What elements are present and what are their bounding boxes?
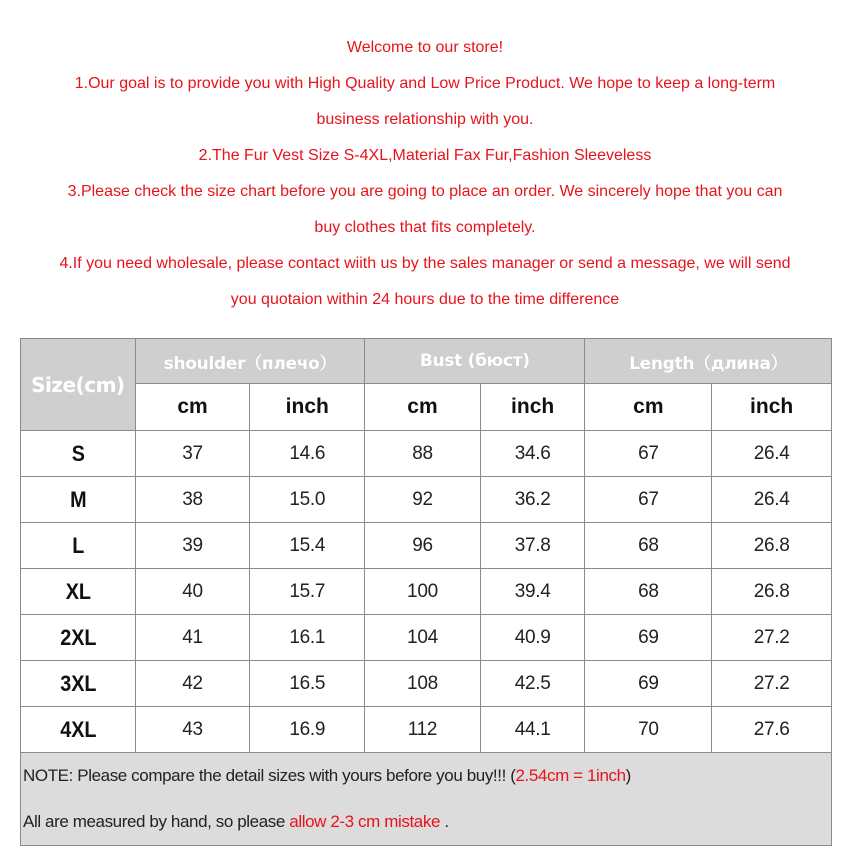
size-label: 2XL <box>26 615 129 661</box>
table-cell: 96 <box>365 523 481 569</box>
length-group-header: Length（длина） <box>585 339 832 384</box>
table-cell: 100 <box>365 569 481 615</box>
table-cell: 69 <box>585 615 712 661</box>
table-cell: 27.6 <box>712 707 832 753</box>
table-cell: 26.8 <box>712 523 832 569</box>
table-cell: 40 <box>135 569 250 615</box>
unit-header-bust-inch: inch <box>480 384 585 431</box>
table-row <box>21 431 832 477</box>
size-label: S <box>26 431 129 477</box>
unit-header-length-cm: cm <box>585 384 712 431</box>
table-cell: 108 <box>365 661 481 707</box>
intro-line-4a: 4.If you need wholesale, please contact wiith us by the sales manager or send a message, we will send <box>59 255 791 272</box>
table-cell: 15.0 <box>250 477 365 523</box>
intro-text <box>0 30 850 318</box>
unit-header-length-inch: inch <box>712 384 832 431</box>
table-cell: 15.4 <box>250 523 365 569</box>
intro-line-3a: 3.Please check the size chart before you are going to place an order. We sincerely hope that you can <box>67 183 783 200</box>
table-row <box>21 661 832 707</box>
conversion-highlight: 2.54cm = 1inch <box>515 766 626 785</box>
note-text: NOTE: Please compare the detail sizes with yours before you buy!!! ( <box>23 766 516 785</box>
intro-line-2: 2.The Fur Vest Size S-4XL,Material Fax Fur,Fashion Sleeveless <box>198 147 652 164</box>
intro-line-3b: buy clothes that fits completely. <box>314 219 536 236</box>
unit-header-shoulder-cm: cm <box>135 384 250 431</box>
table-cell: 26.4 <box>712 431 832 477</box>
intro-line-4b: you quotaion within 24 hours due to the time difference <box>230 291 620 308</box>
table-cell: 40.9 <box>480 615 585 661</box>
table-cell: 68 <box>585 523 712 569</box>
table-cell: 67 <box>585 431 712 477</box>
table-cell: 16.5 <box>250 661 365 707</box>
size-chart-table <box>20 338 832 846</box>
note-line-conversion <box>23 753 831 799</box>
table-cell: 34.6 <box>480 431 585 477</box>
mistake-highlight: allow 2-3 cm mistake <box>289 812 440 831</box>
intro-line-1b: business relationship with you. <box>316 111 534 128</box>
size-column-header: Size(cm) <box>21 339 136 431</box>
table-cell: 42.5 <box>480 661 585 707</box>
table-cell: 37 <box>135 431 250 477</box>
intro-line-1a: 1.Our goal is to provide you with High Quality and Low Price Product. We hope to keep a long-term <box>74 75 776 92</box>
unit-header-bust-cm: cm <box>365 384 481 431</box>
table-cell: 88 <box>365 431 481 477</box>
table-cell: 36.2 <box>480 477 585 523</box>
table-row <box>21 707 832 753</box>
size-label: M <box>26 477 129 523</box>
table-cell: 26.8 <box>712 569 832 615</box>
size-label: XL <box>26 569 129 615</box>
table-cell: 27.2 <box>712 615 832 661</box>
table-cell: 15.7 <box>250 569 365 615</box>
table-cell: 38 <box>135 477 250 523</box>
size-label: L <box>26 523 129 569</box>
table-cell: 27.2 <box>712 661 832 707</box>
note-line-measurement <box>23 799 831 845</box>
table-cell: 41 <box>135 615 250 661</box>
table-row <box>21 523 832 569</box>
note-panel <box>21 753 832 846</box>
unit-header-shoulder-inch: inch <box>250 384 365 431</box>
table-row <box>21 477 832 523</box>
table-cell: 37.8 <box>480 523 585 569</box>
table-cell: 26.4 <box>712 477 832 523</box>
table-cell: 92 <box>365 477 481 523</box>
size-label: 3XL <box>26 661 129 707</box>
table-cell: 39.4 <box>480 569 585 615</box>
welcome-line: Welcome to our store! <box>346 39 504 56</box>
table-cell: 68 <box>585 569 712 615</box>
table-cell: 112 <box>365 707 481 753</box>
note-text-end: . <box>440 812 449 831</box>
size-label: 4XL <box>26 707 129 753</box>
table-cell: 104 <box>365 615 481 661</box>
table-cell: 70 <box>585 707 712 753</box>
note-text: All are measured by hand, so please <box>23 812 290 831</box>
shoulder-group-header: shoulder（плечо） <box>135 339 364 384</box>
bust-group-header: Bust (бюст) <box>365 339 585 384</box>
table-cell: 43 <box>135 707 250 753</box>
table-cell: 44.1 <box>480 707 585 753</box>
table-cell: 16.1 <box>250 615 365 661</box>
table-cell: 69 <box>585 661 712 707</box>
table-cell: 39 <box>135 523 250 569</box>
table-cell: 14.6 <box>250 431 365 477</box>
table-cell: 16.9 <box>250 707 365 753</box>
table-cell: 42 <box>135 661 250 707</box>
table-row <box>21 569 832 615</box>
table-row <box>21 615 832 661</box>
table-cell: 67 <box>585 477 712 523</box>
note-text-end: ) <box>625 766 631 785</box>
